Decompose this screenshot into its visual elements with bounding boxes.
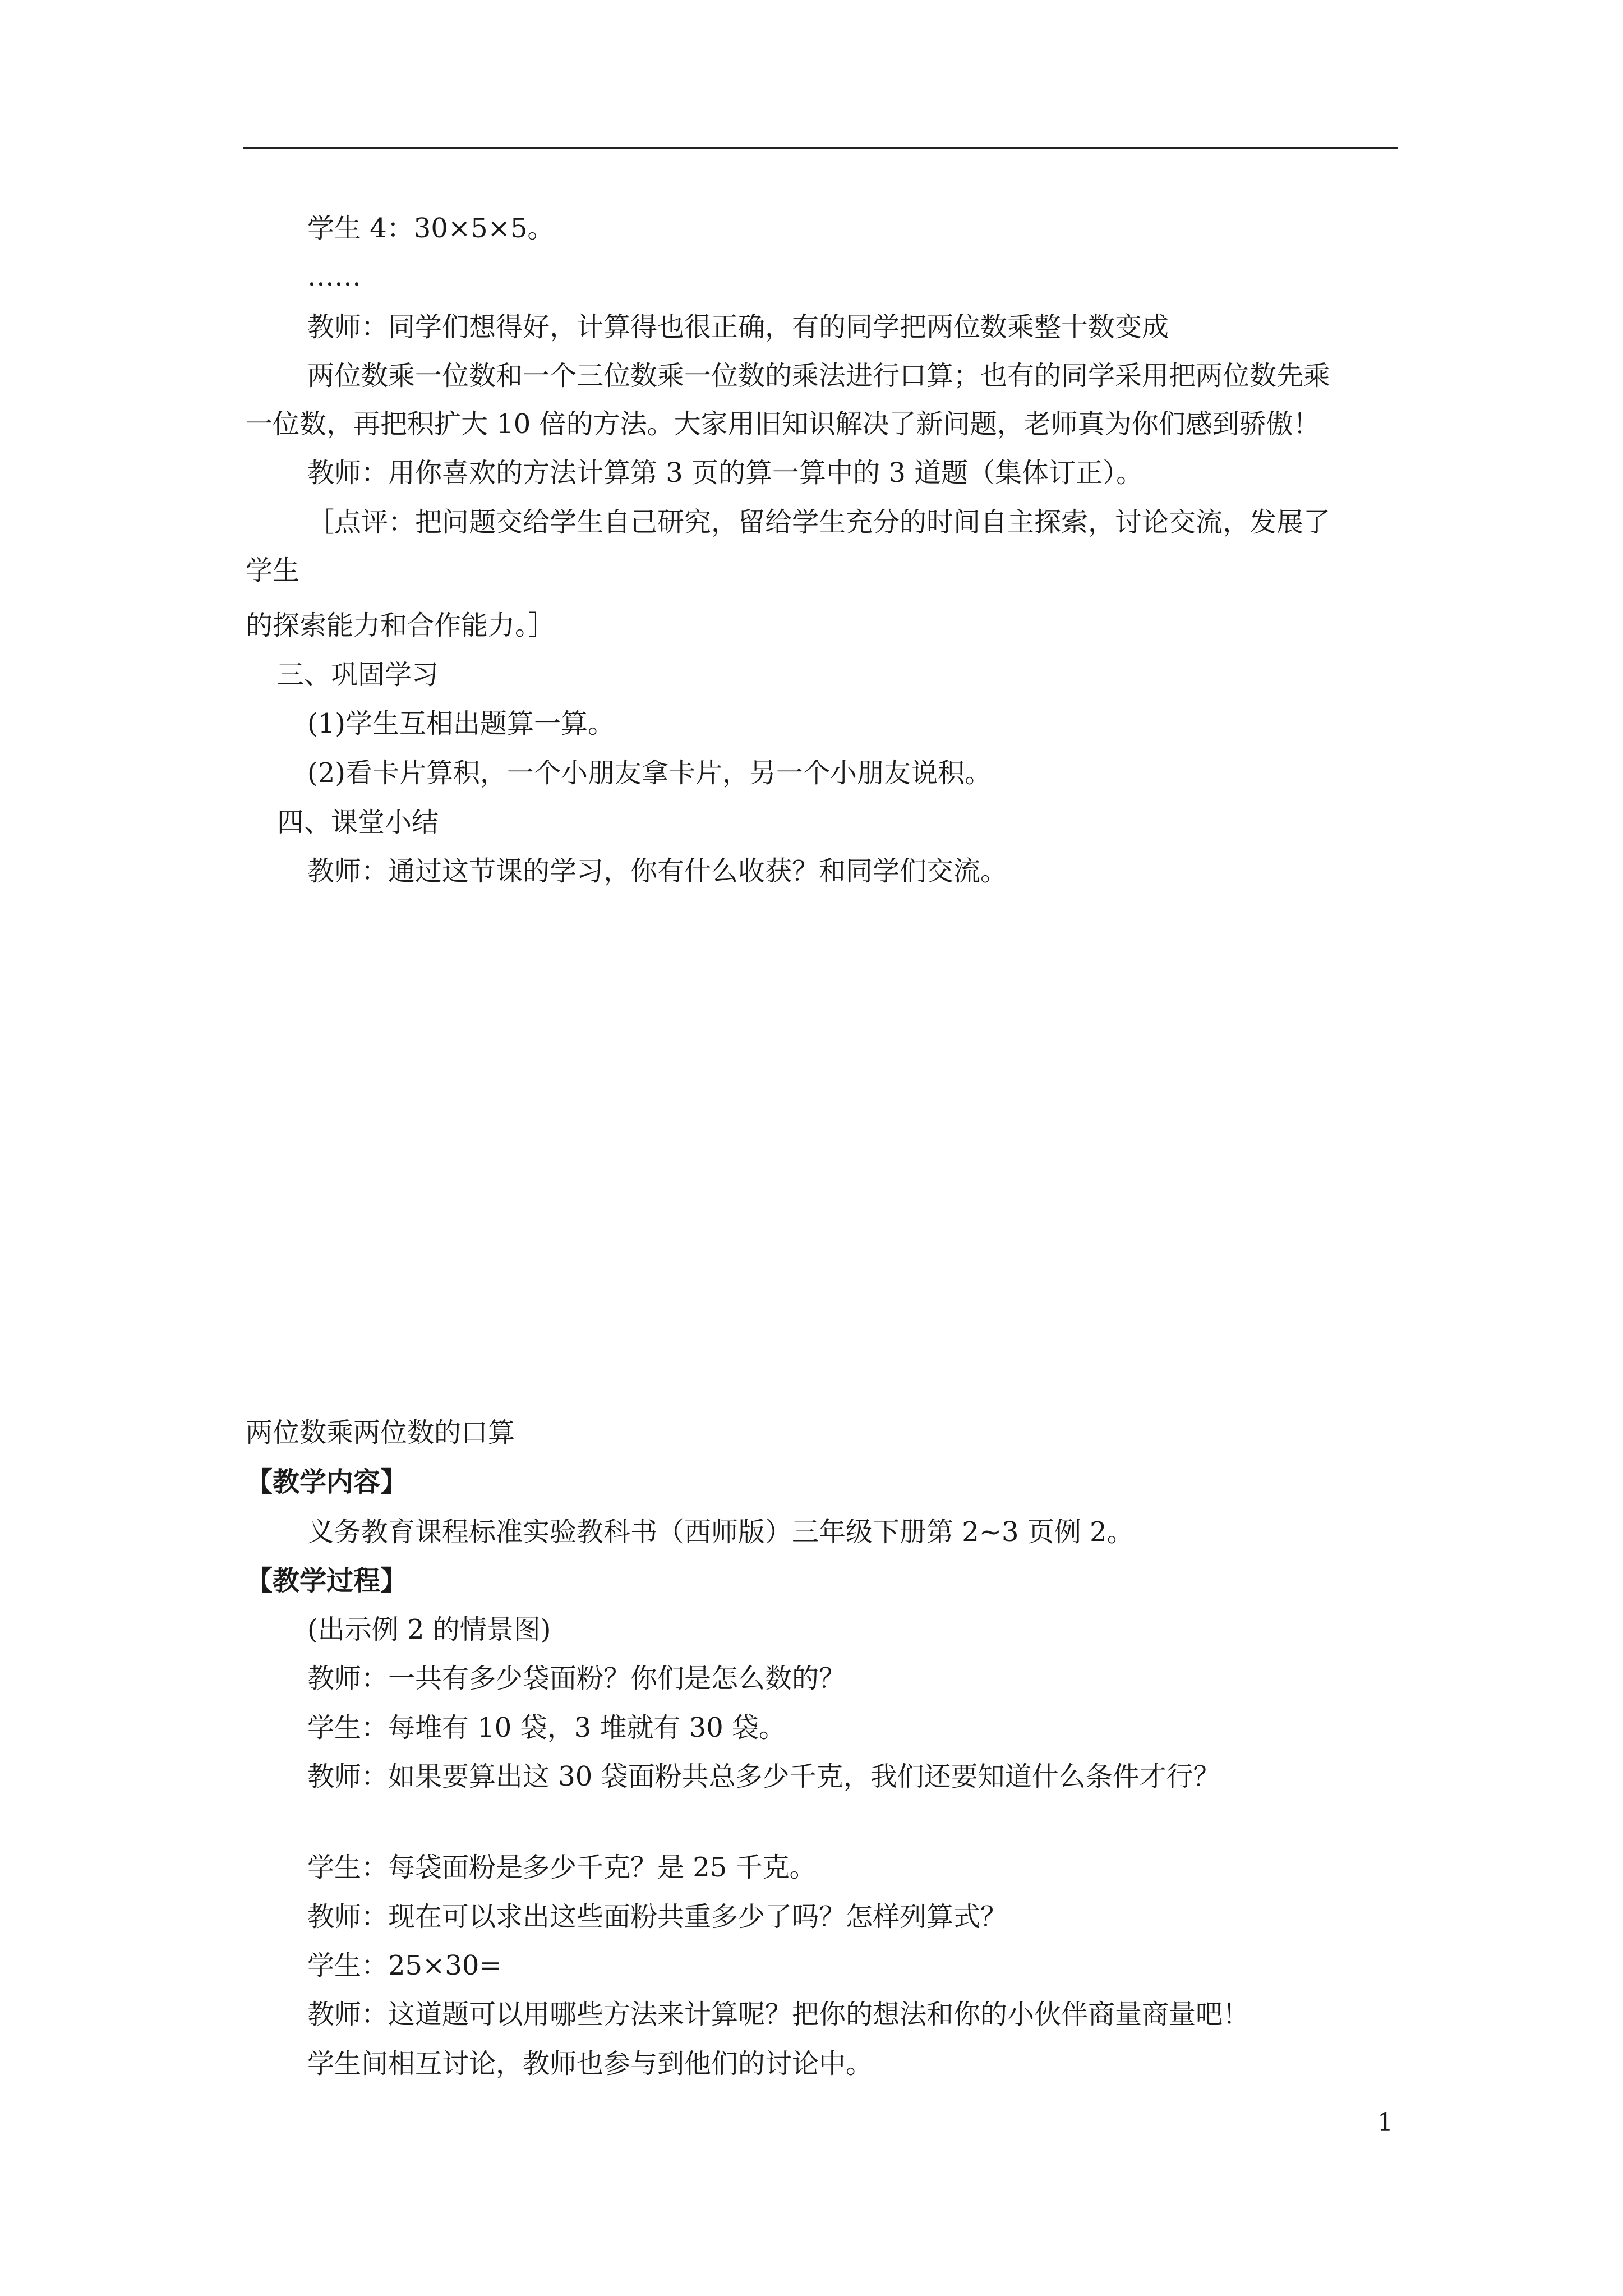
text-line: 学生 4：30×5×5。 [307,213,555,244]
text-line: 教师：通过这节课的学习，你有什么收获？和同学们交流。 [307,855,1008,887]
text-line: 教师：一共有多少袋面粉？你们是怎么数的？ [307,1663,846,1694]
section-heading: 四、课堂小结 [277,807,439,838]
text-line: 学生：每袋面粉是多少千克？是 25 千克。 [307,1852,817,1883]
text-line: 学生：每堆有 10 袋，3 堆就有 30 袋。 [307,1712,786,1743]
text-line: 学生间相互讨论，教师也参与到他们的讨论中。 [307,2048,873,2079]
list-item: (2)看卡片算积，一个小朋友拿卡片，另一个小朋友说积。 [307,757,992,789]
comment-line: 的探索能力和合作能力。］ [246,610,556,641]
text-line: 教师：同学们想得好，计算得也很正确，有的同学把两位数乘整十数变成 [307,311,1169,343]
text-line: 义务教育课程标准实验教科书（西师版）三年级下册第 2~3 页例 2。 [307,1516,1134,1548]
section-heading-content: 【教学内容】 [246,1466,408,1498]
comment-line: ［点评：把问题交给学生自己研究，留给学生充分的时间自主探索，讨论交流，发展了 [307,507,1331,538]
text-line: 教师：如果要算出这 30 袋面粉共总多少千克，我们还要知道什么条件才行？ [307,1761,1220,1792]
text-line: 教师：用你喜欢的方法计算第 3 页的算一算中的 3 道题（集体订正）。 [307,457,1144,489]
section-heading-process: 【教学过程】 [246,1565,408,1596]
text-line: 教师：这道题可以用哪些方法来计算呢？把你的想法和你的小伙伴商量商量吧！ [307,1999,1250,2030]
text-line: …… [307,261,361,292]
header-rule [243,147,1398,149]
text-line: (出示例 2 的情景图) [307,1614,551,1645]
text-line: 一位数，再把积扩大 10 倍的方法。大家用旧知识解决了新问题，老师真为你们感到骄傲！ [246,408,1320,440]
page-number: 1 [1377,2108,1393,2137]
comment-line: 学生 [246,555,300,586]
list-item: (1)学生互相出题算一算。 [307,708,615,739]
lesson-title: 两位数乘两位数的口算 [246,1417,515,1448]
section-heading: 三、巩固学习 [277,659,439,691]
text-line: 教师：现在可以求出这些面粉共重多少了吗？怎样列算式？ [307,1901,1008,1932]
text-line: 两位数乘一位数和一个三位数乘一位数的乘法进行口算；也有的同学采用把两位数先乘 [307,360,1331,392]
text-line: 学生：25×30= [307,1950,502,1981]
